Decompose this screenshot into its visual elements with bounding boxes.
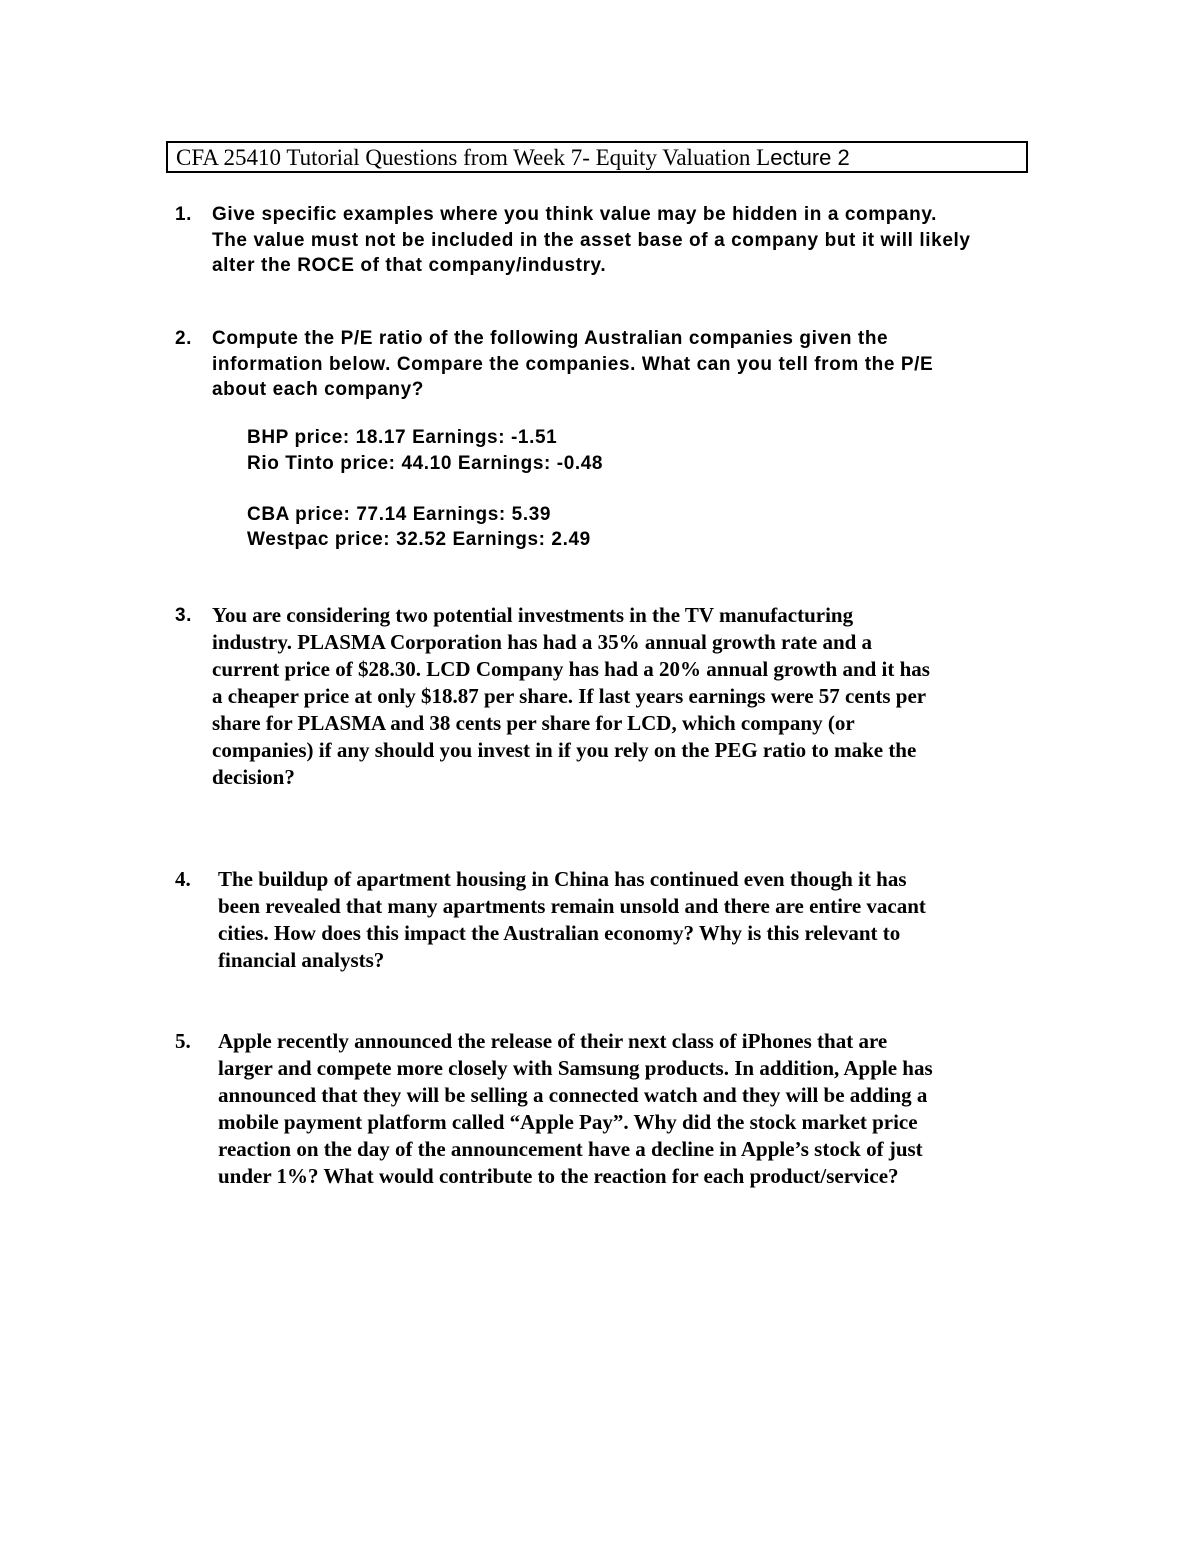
question-number: 4.	[175, 867, 191, 891]
company-data-westpac: Westpac price: 32.52 Earnings: 2.49	[247, 529, 591, 550]
title-serif-part: CFA 25410 Tutorial Questions from Week 7- Equity Valuation L	[176, 145, 771, 170]
question-text-line: The value must not be included in the asset base of a company but it will likely	[212, 229, 971, 251]
question-text-line: about each company?	[212, 379, 424, 400]
question-text-line: financial analysts?	[218, 948, 385, 972]
company-data-bhp: BHP price: 18.17 Earnings: -1.51	[247, 427, 558, 448]
question-text-line: Compute the P/E ratio of the following Australian companies given the	[212, 328, 889, 349]
question-text-line: share for PLASMA and 38 cents per share for LCD, which company (or	[212, 711, 855, 735]
question-text-line: You are considering two potential investments in the TV manufacturing	[212, 603, 854, 627]
document-title	[166, 141, 1028, 173]
question-text-line: current price of $28.30. LCD Company has had a 20% annual growth and it has	[212, 657, 930, 681]
question-text-line: Apple recently announced the release of their next class of iPhones that are	[218, 1029, 888, 1053]
question-text-line: industry. PLASMA Corporation has had a 35% annual growth rate and a	[212, 630, 873, 654]
question-number: 3.	[175, 605, 193, 626]
question-text-line: cities. How does this impact the Australian economy? Why is this relevant to	[218, 921, 901, 945]
question-text-line: The buildup of apartment housing in China has continued even though it has	[218, 867, 907, 891]
question-text-line: been revealed that many apartments remain unsold and there are entire vacant	[218, 894, 926, 918]
question-text-line: larger and compete more closely with Samsung products. In addition, Apple has	[218, 1056, 933, 1080]
question-text-line: announced that they will be selling a connected watch and they will be adding a	[218, 1083, 928, 1107]
title-sans-part: ecture 2	[770, 145, 850, 170]
question-text-line: Give specific examples where you think value may be hidden in a company.	[212, 204, 937, 225]
question-text-line: under 1%? What would contribute to the reaction for each product/service?	[218, 1164, 899, 1188]
question-text-line: alter the ROCE of that company/industry.	[212, 255, 607, 276]
question-number: 5.	[175, 1029, 191, 1053]
question-text-line: reaction on the day of the announcement have a decline in Apple’s stock of just	[218, 1137, 923, 1161]
company-data-cba: CBA price: 77.14 Earnings: 5.39	[247, 504, 552, 525]
company-data-rio-tinto: Rio Tinto price: 44.10 Earnings: -0.48	[247, 453, 604, 474]
question-text-line: mobile payment platform called “Apple Pay”. Why did the stock market price	[218, 1110, 918, 1134]
question-text-line: companies) if any should you invest in if you rely on the PEG ratio to make the	[212, 738, 917, 762]
question-text-line: decision?	[212, 765, 295, 789]
question-number: 2.	[175, 328, 193, 349]
question-number: 1.	[175, 204, 193, 225]
question-text-line: information below. Compare the companies. What can you tell from the P/E	[212, 353, 934, 375]
question-text-line: a cheaper price at only $18.87 per share. If last years earnings were 57 cents per	[212, 684, 927, 708]
